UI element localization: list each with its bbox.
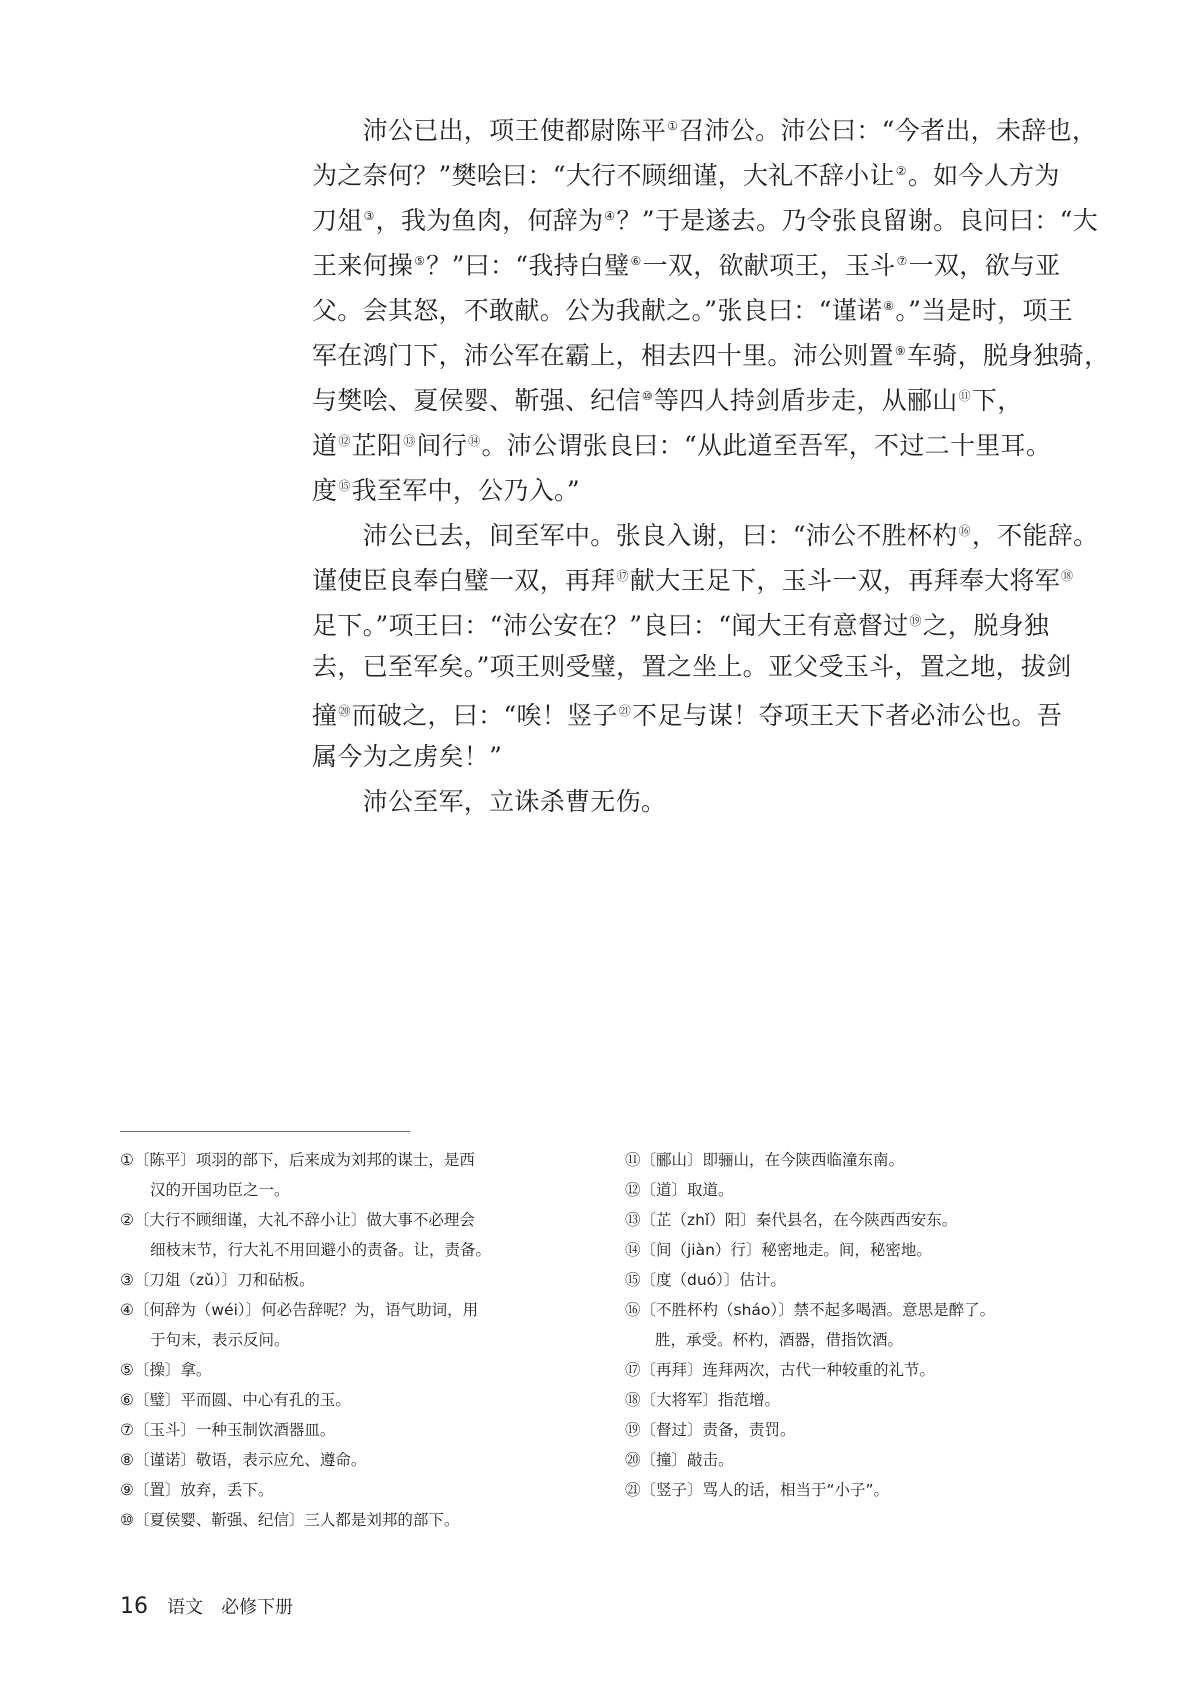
footnote-line: ⑯〔不胜杯杓（sháo）〕禁不起多喝酒。意思是醉了。 bbox=[625, 1301, 996, 1319]
footnote-divider bbox=[120, 1131, 410, 1132]
text-line bbox=[312, 464, 1072, 509]
text-segment: 间行 bbox=[416, 431, 468, 460]
text-line bbox=[312, 104, 1098, 149]
text-segment: ？”曰：“我持白璧 bbox=[426, 251, 630, 280]
text-line bbox=[312, 734, 1072, 779]
footnote-line: ⑥〔璧〕平而圆、中心有孔的玉。 bbox=[120, 1391, 351, 1409]
footnote-marker: ⑱ bbox=[1061, 569, 1074, 583]
text-segment: 献大王足下，玉斗一双，再拜奉大将军 bbox=[629, 566, 1061, 595]
text-segment: 父。会其怒，不敢献。公为我献之。”张良曰：“谨诺 bbox=[312, 296, 883, 325]
footnote-marker: ⑪ bbox=[958, 389, 971, 403]
text-line bbox=[312, 374, 1072, 419]
footnote-marker: ⑨ bbox=[894, 344, 906, 358]
footnote-line: ⑲〔督过〕责备，责罚。 bbox=[625, 1421, 796, 1439]
text-line bbox=[312, 554, 1072, 599]
footnote-marker: ⑬ bbox=[403, 434, 416, 448]
footnote-line: ①〔陈平〕项羽的部下，后来成为刘邦的谋士，是西 bbox=[120, 1151, 475, 1169]
footnotes-right-column bbox=[625, 1145, 1075, 1505]
footnote-marker: ㉑ bbox=[618, 704, 632, 718]
text-segment: 一双，欲献项王，玉斗 bbox=[642, 251, 896, 280]
footnote-marker: ⑥ bbox=[630, 254, 642, 268]
footnote-line: 细枝末节，行大礼不用回避小的责备。让，责备。 bbox=[150, 1241, 492, 1259]
text-segment: 沛公至军，立诛杀曹无伤。 bbox=[312, 787, 667, 816]
footnote-line: ⑫〔道〕取道。 bbox=[625, 1181, 734, 1199]
footnote-line: ⑬〔芷（zhǐ）阳〕秦代县名，在今陕西西安东。 bbox=[625, 1211, 958, 1229]
text-segment: 刀俎 bbox=[312, 206, 363, 235]
text-segment: 之，脱身独 bbox=[922, 611, 1050, 640]
footnote-line: 胜，承受。杯杓，酒器，借指饮酒。 bbox=[655, 1331, 904, 1349]
text-segment: 度 bbox=[312, 476, 338, 505]
footnote-line: ⑮〔度（duó）〕估计。 bbox=[625, 1271, 786, 1289]
footnote-marker: ⑭ bbox=[468, 434, 481, 448]
text-line bbox=[312, 509, 1099, 554]
footnote-line: ⑨〔置〕放弃，丢下。 bbox=[120, 1481, 274, 1499]
text-segment: 。”当是时，项王 bbox=[895, 296, 1074, 325]
text-segment: 而破之，曰：“唉！竖子 bbox=[351, 701, 618, 730]
footnote-marker: ⑲ bbox=[909, 614, 922, 628]
text-segment: 沛公已出，项王使都尉陈平 bbox=[312, 116, 667, 145]
footnote-marker: ⑩ bbox=[641, 389, 653, 403]
footnote-marker: ⑳ bbox=[338, 704, 351, 718]
text-line bbox=[312, 194, 1099, 239]
text-line bbox=[312, 239, 1072, 284]
footnote-line: ⑧〔谨诺〕敬语，表示应允、遵命。 bbox=[120, 1451, 367, 1469]
footnote-line: 于句末，表示反问。 bbox=[150, 1331, 290, 1349]
footnote-line: ⑪〔郦山〕即骊山，在今陕西临潼东南。 bbox=[625, 1151, 905, 1169]
text-segment: 。如今人方为 bbox=[907, 161, 1060, 190]
text-segment: 芷阳 bbox=[351, 431, 403, 460]
book-title: 语文 必修下册 bbox=[167, 1597, 294, 1618]
text-line bbox=[312, 419, 1072, 464]
text-segment: 等四人持剑盾步走，从郦山 bbox=[653, 386, 958, 415]
footnote-marker: ④ bbox=[604, 209, 616, 223]
text-segment: ，不能辞。 bbox=[971, 521, 1099, 550]
text-segment: 撞 bbox=[312, 701, 338, 730]
footnote-line: ④〔何辞为（wéi）〕何必告辞呢？为，语气助词，用 bbox=[120, 1301, 479, 1319]
footnote-marker: ⑫ bbox=[338, 434, 351, 448]
footnote-marker: ⑰ bbox=[616, 569, 629, 583]
footnote-line: ⑭〔间（jiàn）行〕秘密地走。间，秘密地。 bbox=[625, 1241, 932, 1259]
text-segment: 沛公已去，间至军中。张良入谢，曰：“沛公不胜杯杓 bbox=[312, 521, 958, 550]
footnote-line: ⑰〔再拜〕连拜两次，古代一种较重的礼节。 bbox=[625, 1361, 936, 1379]
footnote-line: ㉑〔竖子〕骂人的话，相当于“小子”。 bbox=[625, 1481, 890, 1499]
footnote-line: 汉的开国功臣之一。 bbox=[150, 1181, 290, 1199]
text-segment: 我至军中，公乃入。” bbox=[351, 476, 580, 505]
footnote-marker: ⑯ bbox=[958, 524, 971, 538]
text-line bbox=[312, 689, 1072, 734]
text-segment: 召沛公。沛公曰：“今者出，未辞也， bbox=[679, 116, 1098, 145]
text-segment: 下， bbox=[971, 386, 1023, 415]
footnotes-left-column bbox=[120, 1145, 570, 1535]
text-line bbox=[312, 329, 1110, 374]
text-segment: 属今为之虏矣！” bbox=[312, 742, 503, 771]
footnote-line: ②〔大行不顾细谨，大礼不辞小让〕做大事不必理会 bbox=[120, 1211, 475, 1229]
text-segment: 足下。”项王曰：“沛公安在？”良曰：“闻大王有意督过 bbox=[312, 611, 909, 640]
footnote-marker: ⑦ bbox=[896, 254, 908, 268]
text-line bbox=[312, 779, 1072, 824]
text-segment: 军在鸿门下，沛公军在霸上，相去四十里。沛公则置 bbox=[312, 341, 894, 370]
text-line bbox=[312, 149, 1072, 194]
text-segment: 与樊哙、夏侯婴、靳强、纪信 bbox=[312, 386, 641, 415]
text-segment: 一双，欲与亚 bbox=[908, 251, 1061, 280]
footnote-marker: ① bbox=[667, 119, 679, 133]
text-segment: ？”于是遂去。乃令张良留谢。良问曰：“大 bbox=[616, 206, 1099, 235]
main-text bbox=[312, 104, 1110, 824]
footnote-marker: ⑧ bbox=[883, 299, 895, 313]
text-segment: 不足与谋！夺项王天下者必沛公也。吾 bbox=[632, 701, 1063, 730]
text-segment: 。沛公谓张良曰：“从此道至吾军，不过二十里耳。 bbox=[481, 431, 1052, 460]
footnote-marker: ⑤ bbox=[414, 254, 426, 268]
footnote-line: ⑱〔大将军〕指范增。 bbox=[625, 1391, 781, 1409]
page-footer bbox=[120, 1592, 293, 1622]
text-line bbox=[312, 599, 1072, 644]
footnote-line: ⑤〔操〕拿。 bbox=[120, 1361, 212, 1379]
text-segment: 谨使臣良奉白璧一双，再拜 bbox=[312, 566, 616, 595]
text-line bbox=[312, 644, 1072, 689]
footnote-marker: ⑮ bbox=[338, 479, 351, 493]
footnote-line: ③〔刀俎（zǔ）〕刀和砧板。 bbox=[120, 1271, 315, 1289]
page-number: 16 bbox=[120, 1594, 148, 1619]
footnote-marker: ② bbox=[895, 164, 907, 178]
text-line bbox=[312, 284, 1072, 329]
footnote-line: ⑦〔玉斗〕一种玉制饮酒器皿。 bbox=[120, 1421, 336, 1439]
footnote-line: ⑳〔撞〕敲击。 bbox=[625, 1451, 734, 1469]
footnote-marker: ③ bbox=[363, 209, 375, 223]
text-segment: 为之奈何？”樊哙曰：“大行不顾细谨，大礼不辞小让 bbox=[312, 161, 895, 190]
footnote-line: ⑩〔夏侯婴、靳强、纪信〕三人都是刘邦的部下。 bbox=[120, 1511, 460, 1529]
text-segment: 道 bbox=[312, 431, 338, 460]
text-segment: 车骑，脱身独骑， bbox=[906, 341, 1110, 370]
text-segment: 去，已至军矣。”项王则受璧，置之坐上。亚父受玉斗，置之地，拔剑 bbox=[312, 652, 1072, 681]
text-segment: 王来何操 bbox=[312, 251, 414, 280]
text-segment: ，我为鱼肉，何辞为 bbox=[375, 206, 604, 235]
